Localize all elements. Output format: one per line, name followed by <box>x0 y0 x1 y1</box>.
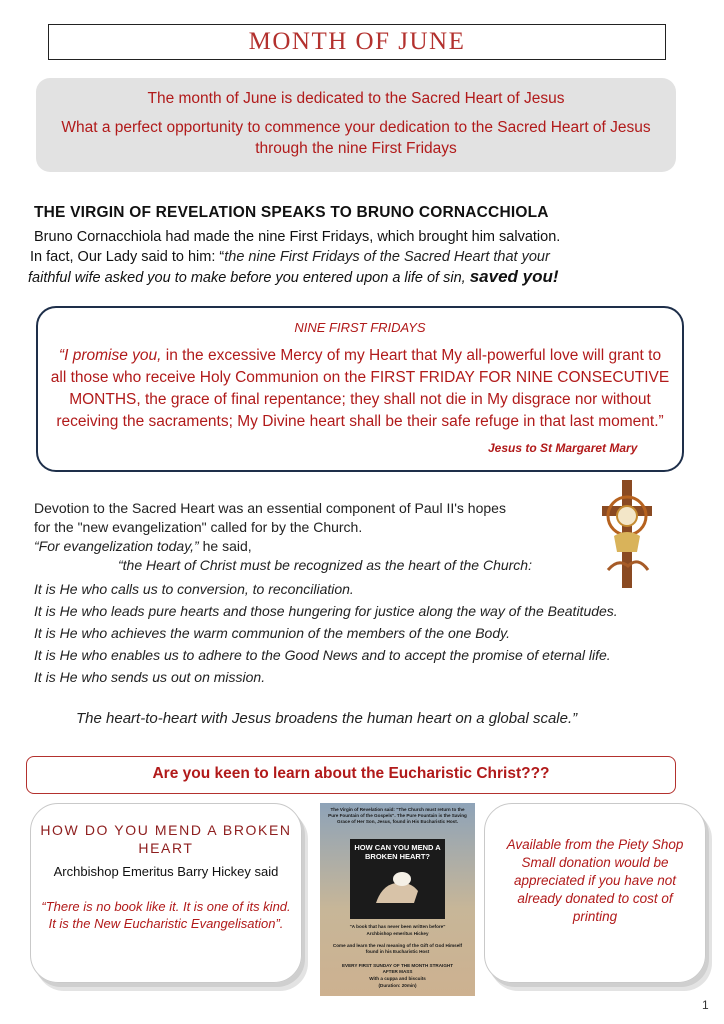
hand-with-host-icon <box>372 865 422 905</box>
page-title: MONTH OF JUNE <box>48 24 666 60</box>
revelation-line-1: Bruno Cornacchiola had made the nine First Fridays, which brought him salvation. <box>34 229 561 245</box>
saved-you-emphasis: saved you! <box>469 267 559 286</box>
devotion-line-1: Devotion to the Sacred Heart was an essential component of Paul II's hopes <box>34 500 506 516</box>
promise-opening: “I promise you, <box>58 347 162 364</box>
list-item: It is He who sends us out on mission. <box>34 669 266 685</box>
endorsement-quote: “There is no book like it. It is one of its kind. It is the New Eucharistic Evangelisation”. <box>41 899 291 931</box>
page-number: 1 <box>702 998 709 1012</box>
list-item: It is He who leads pure hearts and those hungering for justice along the way of the Beatitudes. <box>34 603 618 619</box>
revelation-line-2-quote: the nine First Fridays of the Sacred Heart that your <box>224 249 550 265</box>
eucharistic-christ-banner: Are you keen to learn about the Eucharistic Christ??? <box>26 756 676 794</box>
endorser-name: Archbishop Emeritus Barry Hickey said <box>53 864 279 879</box>
promise-attribution: Jesus to St Margaret Mary <box>488 441 638 455</box>
first-fridays-title: NINE FIRST FRIDAYS <box>294 320 426 335</box>
list-item: It is He who enables us to adhere to the Good News and to accept the promise of eternal life. <box>34 647 611 663</box>
june-banner <box>36 78 676 172</box>
revelation-line-2 <box>30 247 694 267</box>
devotion-intro <box>34 499 594 575</box>
poster-learn: Come and learn the real meaning of the Gift of God Himself found in his Eucharistic Host <box>332 943 463 954</box>
poster-extras: With a cuppa and biscuits <box>369 976 426 981</box>
list-item: It is He who calls us to conversion, to reconciliation. <box>34 581 354 597</box>
poster-schedule: EVERY FIRST SUNDAY OF THE MONTH STRAIGHT AFTER MASS <box>341 963 454 974</box>
poster-duration: (Duration: 20min) <box>378 983 417 988</box>
revelation-intro <box>28 227 694 288</box>
revelation-line-3-quote: faithful wife asked you to make before you entered upon a life of sin, <box>28 270 470 286</box>
devotion-line-3 <box>34 537 594 556</box>
book-title: HOW DO YOU MEND A BROKEN HEART <box>40 822 292 856</box>
poster-quote-author: Archbishop emeritus Hickey <box>366 931 429 936</box>
revelation-line-2-prefix: In fact, Our Lady said to him: “ <box>30 249 225 265</box>
devotion-closing: The heart-to-heart with Jesus broadens the human heart on a global scale.” <box>76 710 578 727</box>
first-fridays-promise <box>50 345 670 433</box>
book-poster <box>320 803 475 996</box>
poster-title: HOW CAN YOU MEND A BROKEN HEART? <box>354 843 441 861</box>
revelation-heading: THE VIRGIN OF REVELATION SPEAKS TO BRUNO CORNACCHIOLA <box>34 204 549 221</box>
poster-top-text: The Virgin of Revelation said: "The Church must return to the Pure Fountain of the Gospels". The Pure Fountain is the Saving Grace of Her Son, Jesus, found in His Eucharistic Host. <box>328 807 467 824</box>
devotion-line-3-italic: “For evangelization today,” <box>34 538 199 554</box>
banner-line-2: What a perfect opportunity to commence your dedication to the Sacred Heart of Jesus through the nine First Fridays <box>61 119 651 157</box>
devotion-line-2: for the "new evangelization" called for by the Church. <box>34 519 363 535</box>
promise-body: in the excessive Mercy of my Heart that My all-powerful love will grant to all those who receive Holy Communion on the FIRST FRIDAY FOR NINE CONSECUTIVE MONTHS, the grace of final repentance; they shall not die in My disgrace nor without receiving the sacraments; My Divine heart shall be their safe refuge in that last moment.” <box>50 347 670 430</box>
availability-text: Available from the Piety Shop Small donation would be appreciated if you have not already donated to cost of printing <box>506 837 684 924</box>
list-item: It is He who achieves the warm communion of the members of the one Body. <box>34 625 510 641</box>
eucharistic-cross-icon <box>598 476 656 590</box>
poster-quote: "A book that has never been written before" <box>349 924 446 929</box>
devotion-line-4: “the Heart of Christ must be recognized as the heart of the Church: <box>118 557 532 573</box>
revelation-line-3 <box>28 267 694 288</box>
it-is-he-list <box>34 578 684 688</box>
devotion-line-3-rest: he said, <box>198 538 252 554</box>
banner-line-1: The month of June is dedicated to the Sacred Heart of Jesus <box>147 90 565 107</box>
